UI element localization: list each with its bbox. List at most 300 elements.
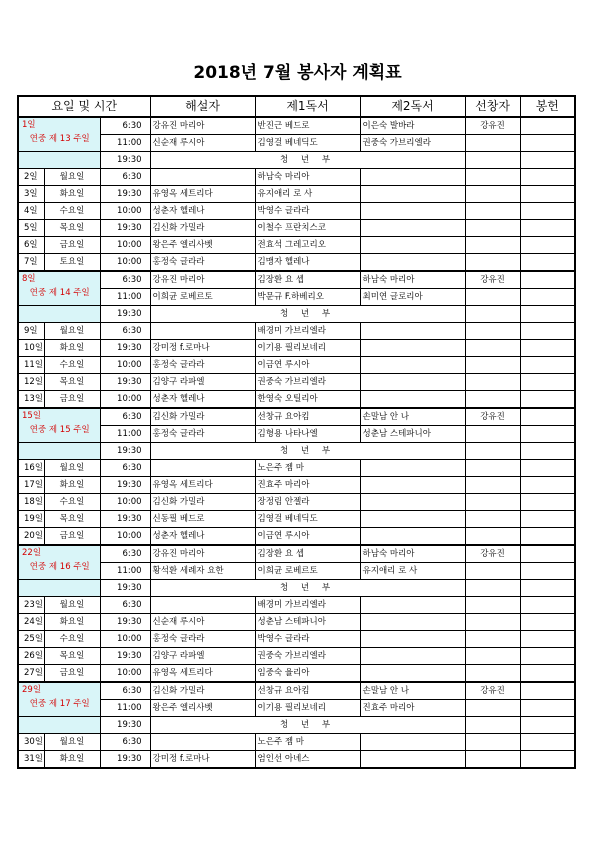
sunday-day-label: 22일 [22,548,42,558]
reading1-cell: 박문규 F.하베리오 [255,289,360,306]
reading1-cell: 김장환 요 셉 [255,271,360,289]
reading1-cell: 이기용 필리보네리 [255,340,360,357]
reading2-cell: 손말남 안 나 [360,682,465,700]
cantor-cell: 강유진 [465,271,520,289]
reading1-cell: 배경미 가브리엘라 [255,323,360,340]
youth-group-cell: 청 년 부 [150,443,465,460]
reading1-cell: 이희균 로베르토 [255,563,360,580]
day-cell: 2일 [18,169,44,186]
reading2-cell: 성춘남 스테파니아 [360,426,465,443]
reading2-cell: 하남숙 마리아 [360,271,465,289]
sunday-date [18,545,100,580]
offering-cell [520,323,575,340]
day-cell: 10일 [18,340,44,357]
reading1-cell: 엄인선 아녜스 [255,751,360,769]
cantor-cell [465,631,520,648]
header-reading1: 제1독서 [255,96,360,117]
sunday-row [18,117,575,135]
weekday-row [18,597,575,614]
commentator-cell: 홍정숙 글라라 [150,254,255,272]
offering-cell [520,152,575,169]
reading1-cell: 박영수 글라라 [255,203,360,220]
weekday-row [18,340,575,357]
cantor-cell [465,665,520,683]
reading2-cell [360,203,465,220]
weekday-cell: 금요일 [44,528,100,546]
sunday-row [18,545,575,563]
weekday-cell: 금요일 [44,391,100,409]
commentator-cell: 이희균 로베르토 [150,289,255,306]
offering-cell [520,665,575,683]
weekday-row [18,631,575,648]
reading1-cell: 전효석 그레고리오 [255,237,360,254]
commentator-cell: 김신화 가밀라 [150,408,255,426]
sunday-week-label: 연중 제 16 주일 [29,562,90,572]
reading1-cell: 장정림 안젤라 [255,494,360,511]
offering-cell [520,631,575,648]
reading1-cell: 김형용 나타나엘 [255,426,360,443]
reading2-cell [360,494,465,511]
mass-time: 19:30 [100,511,150,528]
weekday-cell: 목요일 [44,374,100,391]
commentator-cell: 김신화 가밀라 [150,682,255,700]
commentator-cell: 홍정숙 글라라 [150,426,255,443]
cantor-cell [465,494,520,511]
sunday-date-blank [18,443,100,460]
sunday-week-label: 연중 제 14 주일 [29,288,90,298]
day-cell: 12일 [18,374,44,391]
commentator-cell: 강미정 f.로마나 [150,340,255,357]
day-cell: 25일 [18,631,44,648]
sunday-row [18,271,575,289]
day-cell: 6일 [18,237,44,254]
commentator-cell: 신순재 루시아 [150,614,255,631]
mass-time: 19:30 [100,477,150,494]
reading2-cell [360,186,465,203]
commentator-cell [150,169,255,186]
sunday-week-label: 연중 제 17 주일 [29,699,90,709]
offering-cell [520,220,575,237]
mass-time: 19:30 [100,306,150,323]
reading1-cell: 유지애리 로 사 [255,186,360,203]
cantor-cell [465,443,520,460]
commentator-cell: 유영옥 세트리다 [150,477,255,494]
reading2-cell [360,357,465,374]
mass-time: 10:00 [100,631,150,648]
reading1-cell: 박영수 글라라 [255,631,360,648]
commentator-cell: 홍정숙 글라라 [150,357,255,374]
commentator-cell: 황석환 세례자 요한 [150,563,255,580]
mass-time: 19:30 [100,340,150,357]
offering-cell [520,169,575,186]
weekday-cell: 화요일 [44,477,100,494]
offering-cell [520,408,575,426]
weekday-cell: 화요일 [44,751,100,769]
sunday-row [18,289,575,306]
weekday-cell: 토요일 [44,254,100,272]
day-cell: 27일 [18,665,44,683]
offering-cell [520,306,575,323]
weekday-row [18,186,575,203]
reading2-cell [360,631,465,648]
day-cell: 11일 [18,357,44,374]
commentator-cell [150,460,255,477]
mass-time: 6:30 [100,460,150,477]
offering-cell [520,648,575,665]
reading1-cell: 이철수 프란치스코 [255,220,360,237]
mass-time: 11:00 [100,135,150,152]
weekday-row [18,477,575,494]
reading2-cell [360,340,465,357]
commentator-cell: 신동필 베드로 [150,511,255,528]
weekday-cell: 월요일 [44,460,100,477]
mass-time: 19:30 [100,717,150,734]
mass-time: 11:00 [100,289,150,306]
day-cell: 26일 [18,648,44,665]
mass-time: 19:30 [100,152,150,169]
reading1-cell: 성춘남 스테파니아 [255,614,360,631]
offering-cell [520,563,575,580]
sunday-row [18,717,575,734]
cantor-cell [465,511,520,528]
commentator-cell: 홍정숙 글라라 [150,631,255,648]
sunday-day-label: 8일 [22,274,36,284]
sunday-day-label: 29일 [22,685,42,695]
mass-time: 10:00 [100,494,150,511]
offering-cell [520,135,575,152]
youth-group-cell: 청 년 부 [150,152,465,169]
weekday-cell: 월요일 [44,169,100,186]
mass-time: 19:30 [100,580,150,597]
offering-cell [520,289,575,306]
offering-cell [520,340,575,357]
weekday-row [18,648,575,665]
reading1-cell: 배경미 가브리엘라 [255,597,360,614]
mass-time: 6:30 [100,682,150,700]
cantor-cell [465,580,520,597]
weekday-cell: 목요일 [44,648,100,665]
reading1-cell: 반진근 베드로 [255,117,360,135]
reading2-cell [360,528,465,546]
commentator-cell: 성춘자 헬레나 [150,391,255,409]
mass-time: 19:30 [100,751,150,769]
weekday-cell: 화요일 [44,186,100,203]
mass-time: 10:00 [100,237,150,254]
cantor-cell [465,374,520,391]
weekday-row [18,237,575,254]
commentator-cell: 유영옥 세트리다 [150,665,255,683]
cantor-cell [465,460,520,477]
reading2-cell [360,323,465,340]
weekday-cell: 수요일 [44,357,100,374]
reading1-cell: 김장환 요 셉 [255,545,360,563]
mass-time: 10:00 [100,357,150,374]
mass-time: 19:30 [100,186,150,203]
commentator-cell: 강미정 f.로마나 [150,751,255,769]
cantor-cell [465,734,520,751]
day-cell: 3일 [18,186,44,203]
mass-time: 6:30 [100,271,150,289]
commentator-cell: 김신화 가밀라 [150,220,255,237]
day-cell: 23일 [18,597,44,614]
cantor-cell [465,751,520,769]
reading2-cell [360,648,465,665]
weekday-cell: 월요일 [44,323,100,340]
offering-cell [520,614,575,631]
reading2-cell: 손말남 안 나 [360,408,465,426]
day-cell: 13일 [18,391,44,409]
cantor-cell [465,169,520,186]
offering-cell [520,443,575,460]
weekday-row [18,169,575,186]
reading1-cell: 김영걸 베네딕도 [255,135,360,152]
sunday-row [18,563,575,580]
offering-cell [520,511,575,528]
offering-cell [520,186,575,203]
weekday-row [18,751,575,769]
reading2-cell: 최미연 글로리아 [360,289,465,306]
reading2-cell [360,254,465,272]
offering-cell [520,494,575,511]
weekday-cell: 목요일 [44,511,100,528]
weekday-row [18,511,575,528]
sunday-date [18,117,100,152]
reading1-cell: 노은주 젬 마 [255,734,360,751]
mass-time: 6:30 [100,323,150,340]
mass-time: 6:30 [100,545,150,563]
mass-time: 6:30 [100,734,150,751]
weekday-cell: 월요일 [44,597,100,614]
cantor-cell [465,237,520,254]
reading1-cell: 김영걸 베네딕도 [255,511,360,528]
commentator-cell: 김양구 라파엘 [150,374,255,391]
commentator-cell: 김양구 라파엘 [150,648,255,665]
mass-time: 19:30 [100,374,150,391]
weekday-row [18,203,575,220]
cantor-cell [465,563,520,580]
schedule-table [17,95,576,769]
offering-cell [520,682,575,700]
day-cell: 16일 [18,460,44,477]
weekday-row [18,374,575,391]
day-cell: 18일 [18,494,44,511]
day-cell: 31일 [18,751,44,769]
mass-time: 6:30 [100,117,150,135]
reading2-cell [360,169,465,186]
weekday-cell: 화요일 [44,614,100,631]
cantor-cell: 강유진 [465,545,520,563]
cantor-cell: 강유진 [465,117,520,135]
offering-cell [520,528,575,546]
cantor-cell [465,203,520,220]
cantor-cell [465,220,520,237]
reading2-cell: 하남숙 마리아 [360,545,465,563]
sunday-row [18,580,575,597]
reading1-cell: 선창규 요아킴 [255,682,360,700]
commentator-cell: 강유진 마리아 [150,117,255,135]
weekday-cell: 금요일 [44,665,100,683]
sunday-date-blank [18,717,100,734]
weekday-cell: 금요일 [44,237,100,254]
weekday-row [18,391,575,409]
cantor-cell [465,597,520,614]
sunday-day-label: 1일 [22,120,36,130]
schedule-table-wrapper [17,95,574,769]
weekday-cell: 수요일 [44,494,100,511]
offering-cell [520,751,575,769]
offering-cell [520,597,575,614]
header-reading2: 제2독서 [360,96,465,117]
commentator-cell: 강유진 마리아 [150,545,255,563]
cantor-cell: 강유진 [465,682,520,700]
reading1-cell: 임중숙 율리아 [255,665,360,683]
reading1-cell: 이금연 루시아 [255,357,360,374]
day-cell: 7일 [18,254,44,272]
commentator-cell: 성춘자 헬레나 [150,203,255,220]
sunday-date-blank [18,306,100,323]
mass-time: 10:00 [100,254,150,272]
schedule-body [18,117,575,768]
cantor-cell [465,135,520,152]
reading2-cell [360,237,465,254]
weekday-cell: 수요일 [44,631,100,648]
reading1-cell: 노은주 젬 마 [255,460,360,477]
offering-cell [520,254,575,272]
commentator-cell: 성춘자 헬레나 [150,528,255,546]
reading1-cell: 한영숙 오틸리아 [255,391,360,409]
offering-cell [520,700,575,717]
reading2-cell: 이은숙 발바라 [360,117,465,135]
weekday-row [18,460,575,477]
cantor-cell [465,614,520,631]
mass-time: 6:30 [100,169,150,186]
weekday-row [18,528,575,546]
youth-group-cell: 청 년 부 [150,580,465,597]
weekday-row [18,220,575,237]
cantor-cell [465,152,520,169]
weekday-cell: 월요일 [44,734,100,751]
weekday-row [18,494,575,511]
mass-time: 19:30 [100,614,150,631]
offering-cell [520,426,575,443]
cantor-cell: 강유진 [465,408,520,426]
page-title: 2018년 7월 봉사자 계획표 [193,63,402,83]
day-cell: 17일 [18,477,44,494]
offering-cell [520,717,575,734]
sunday-date [18,271,100,306]
offering-cell [520,357,575,374]
weekday-row [18,614,575,631]
cantor-cell [465,306,520,323]
mass-time: 10:00 [100,391,150,409]
cantor-cell [465,289,520,306]
offering-cell [520,545,575,563]
weekday-row [18,254,575,272]
commentator-cell: 강유진 마리아 [150,271,255,289]
cantor-cell [465,477,520,494]
weekday-cell: 화요일 [44,340,100,357]
sunday-row [18,135,575,152]
sunday-day-label: 15일 [22,411,42,421]
reading2-cell [360,220,465,237]
day-cell: 19일 [18,511,44,528]
day-cell: 20일 [18,528,44,546]
commentator-cell: 왕은주 엘리사벳 [150,237,255,254]
commentator-cell: 김신화 가밀라 [150,494,255,511]
cantor-cell [465,186,520,203]
sunday-row [18,152,575,169]
sunday-week-label: 연중 제 13 주일 [29,134,90,144]
youth-group-cell: 청 년 부 [150,717,465,734]
day-cell: 4일 [18,203,44,220]
cantor-cell [465,254,520,272]
reading2-cell [360,597,465,614]
reading2-cell [360,477,465,494]
reading1-cell: 하남숙 마리아 [255,169,360,186]
sunday-row [18,443,575,460]
cantor-cell [465,528,520,546]
reading2-cell [360,614,465,631]
header-day-time: 요일 및 시간 [18,96,150,117]
reading1-cell: 권중숙 가브리엘라 [255,648,360,665]
weekday-row [18,323,575,340]
reading2-cell [360,460,465,477]
offering-cell [520,391,575,409]
commentator-cell [150,597,255,614]
weekday-cell: 수요일 [44,203,100,220]
commentator-cell: 왕은주 엘리사벳 [150,700,255,717]
cantor-cell [465,648,520,665]
cantor-cell [465,357,520,374]
cantor-cell [465,717,520,734]
offering-cell [520,117,575,135]
offering-cell [520,580,575,597]
offering-cell [520,734,575,751]
reading1-cell: 권중숙 가브리엘라 [255,374,360,391]
offering-cell [520,203,575,220]
sunday-week-label: 연중 제 15 주일 [29,425,90,435]
reading2-cell [360,665,465,683]
header-commentator: 해설자 [150,96,255,117]
header-cantor: 선창자 [465,96,520,117]
mass-time: 11:00 [100,563,150,580]
weekday-row [18,734,575,751]
weekday-row [18,357,575,374]
sunday-date-blank [18,152,100,169]
mass-time: 19:30 [100,648,150,665]
mass-time: 6:30 [100,597,150,614]
header-row [18,96,575,117]
mass-time: 19:30 [100,443,150,460]
mass-time: 10:00 [100,528,150,546]
weekday-cell: 목요일 [44,220,100,237]
reading1-cell: 선창규 요아킴 [255,408,360,426]
cantor-cell [465,426,520,443]
day-cell: 5일 [18,220,44,237]
reading1-cell: 이기용 필리보네리 [255,700,360,717]
commentator-cell: 신순재 루시아 [150,135,255,152]
reading2-cell [360,734,465,751]
mass-time: 11:00 [100,700,150,717]
reading1-cell: 진효주 마리아 [255,477,360,494]
sunday-row [18,408,575,426]
sunday-row [18,306,575,323]
reading2-cell [360,391,465,409]
header-offering: 봉헌 [520,96,575,117]
reading2-cell: 진효주 마리아 [360,700,465,717]
offering-cell [520,477,575,494]
sunday-date [18,682,100,717]
